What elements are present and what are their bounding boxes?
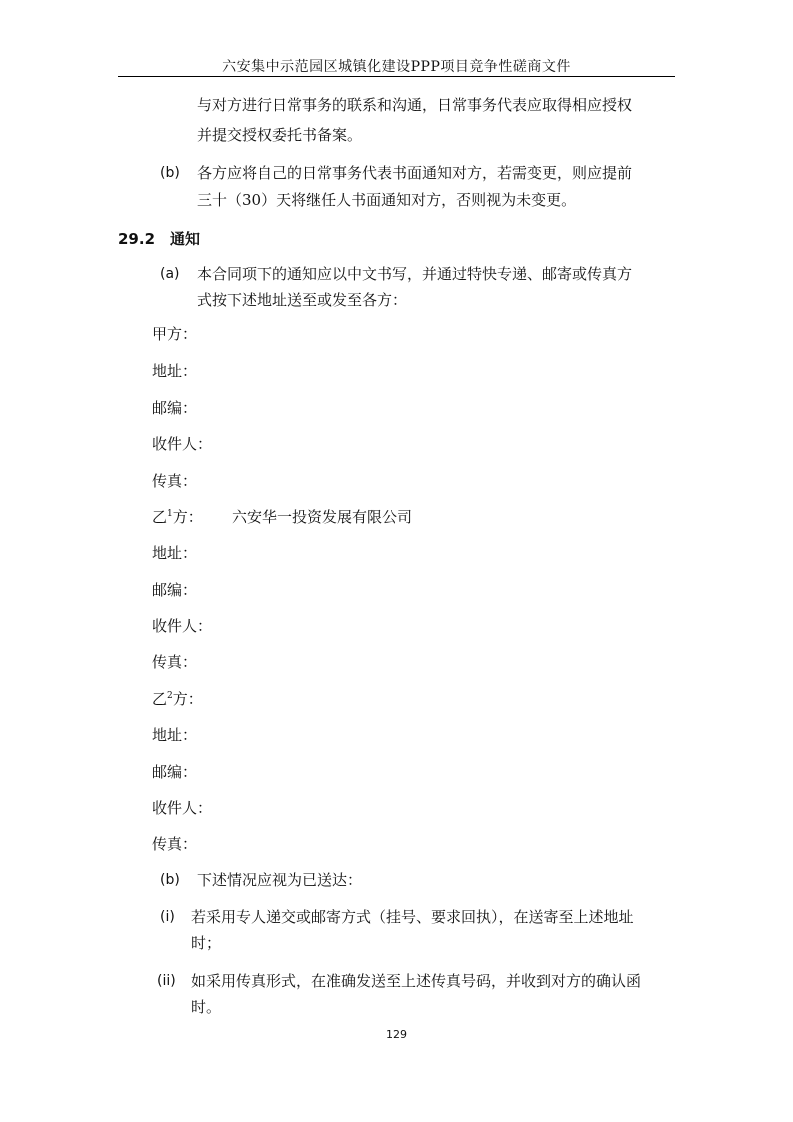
party-b2-postcode-label: 邮编：: [152, 763, 198, 781]
section-heading: [118, 229, 200, 249]
clause-a-line-2: 式按下述地址送至或发至各方：: [197, 291, 408, 309]
party-b1-prefix: 乙: [152, 508, 168, 526]
clause-a-line-1: 本合同项下的通知应以中文书写，并通过特快专递、邮寄或传真方: [197, 265, 633, 283]
party-a-recipient-label: 收件人：: [152, 435, 213, 453]
party-b1-suffix: 方：: [172, 508, 203, 526]
clause-b-line-2: 三十（30）天将继任人书面通知对方，否则视为未变更。: [197, 191, 577, 209]
party-b1-recipient-label: 收件人：: [152, 617, 213, 635]
document-header-title: 六安集中示范园区城镇化建设PPP项目竞争性磋商文件: [222, 59, 571, 75]
clause-a-label: (a): [160, 266, 180, 282]
party-b1-name-label: [152, 507, 203, 527]
party-b2-prefix: 乙: [152, 690, 168, 708]
party-a-postcode-label: 邮编：: [152, 399, 198, 417]
party-b1-superscript: 1: [167, 509, 173, 519]
party-b2-fax-label: 传真：: [152, 835, 198, 853]
item-ii-label: (ii): [157, 973, 176, 989]
party-b1-fax-label: 传真：: [152, 653, 198, 671]
party-b2-suffix: 方：: [172, 690, 203, 708]
item-i-label: (i): [160, 909, 175, 925]
item-ii-line-1: 如采用传真形式，在准确发送至上述传真号码，并收到对方的确认函: [191, 972, 642, 990]
clause-b-line-1: 各方应将自己的日常事务代表书面通知对方，若需变更，则应提前: [197, 164, 633, 182]
party-a-name-label: 甲方：: [152, 325, 198, 343]
party-b1-name-value: 六安华一投资发展有限公司: [232, 508, 413, 526]
party-b2-recipient-label: 收件人：: [152, 799, 213, 817]
party-b1-address-label: 地址：: [152, 544, 198, 562]
clause-b-label: (b): [160, 165, 180, 181]
party-b2-name-label: [152, 689, 203, 709]
item-ii-line-2: 时。: [191, 998, 222, 1016]
header-divider: [118, 76, 675, 77]
party-b1-postcode-label: 邮编：: [152, 581, 198, 599]
item-i-line-2: 时；: [191, 934, 222, 952]
clause-b2-label: (b): [160, 872, 180, 888]
party-b2-superscript: 2: [167, 691, 173, 701]
party-a-address-label: 地址：: [152, 362, 198, 380]
section-title: 通知: [170, 230, 201, 248]
party-a-fax-label: 传真：: [152, 472, 198, 490]
clause-b2-text: 下述情况应视为已送达：: [197, 871, 363, 889]
party-b2-address-label: 地址：: [152, 726, 198, 744]
page-number: 129: [386, 1028, 407, 1041]
section-number: 29.2: [118, 230, 156, 248]
continuation-line-1: 与对方进行日常事务的联系和沟通，日常事务代表应取得相应授权: [197, 96, 633, 114]
continuation-line-2: 并提交授权委托书备案。: [197, 126, 363, 144]
item-i-line-1: 若采用专人递交或邮寄方式（挂号、要求回执），在送寄至上述地址: [191, 908, 634, 926]
